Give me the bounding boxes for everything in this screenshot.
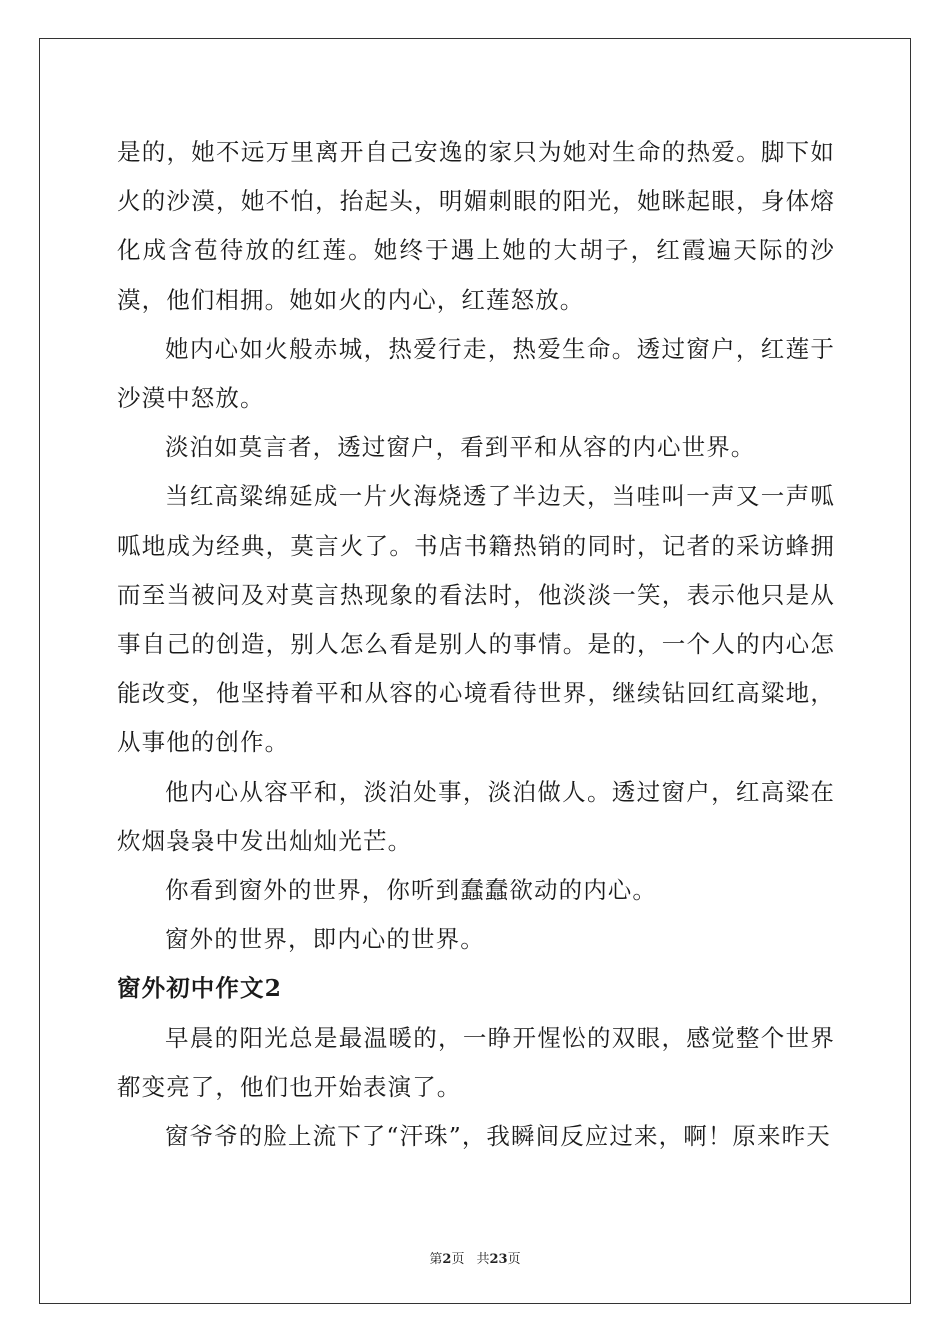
paragraph-1: 是的，她不远万里离开自己安逸的家只为她对生命的热爱。脚下如火的沙漠，她不怕，抬起头，明媚刺眼的阳光，她眯起眼，身体熔化成含苞待放的红莲。她终于遇上她的大胡子，红霞遍天际的沙漠，他们相拥。她如火的内心，红莲怒放。 bbox=[117, 138, 835, 314]
page-suffix: 页 bbox=[451, 1252, 465, 1267]
total-pages-number: 23 bbox=[489, 1252, 508, 1267]
paragraph-7: 窗外的世界，即内心的世界。 bbox=[165, 925, 485, 954]
total-prefix: 共 bbox=[476, 1252, 490, 1267]
document-body bbox=[117, 128, 835, 1161]
paragraph-2: 她内心如火般赤城，热爱行走，热爱生命。透过窗户，红莲于沙漠中怒放。 bbox=[117, 334, 835, 413]
page-prefix: 第 bbox=[429, 1252, 443, 1267]
paragraph-3: 淡泊如莫言者，透过窗户，看到平和从容的内心世界。 bbox=[165, 433, 756, 462]
paragraph-6: 你看到窗外的世界，你听到蠢蠢欲动的内心。 bbox=[165, 876, 657, 905]
section-heading: 窗外初中作文2 bbox=[117, 974, 283, 1003]
page-footer bbox=[0, 1248, 950, 1267]
paragraph-9: 窗爷爷的脸上流下了“汗珠”，我瞬间反应过来，啊！原来昨天 bbox=[165, 1122, 831, 1151]
total-suffix: 页 bbox=[507, 1252, 521, 1267]
paragraph-4: 当红高粱绵延成一片火海烧透了半边天，当哇叫一声又一声呱呱地成为经典，莫言火了。书店书籍热销的同时，记者的采访蜂拥而至当被问及对莫言热现象的看法时，他淡淡一笑，表示他只是从事自己的创造，别人怎么看是别人的事情。是的，一个人的内心怎能改变，他坚持着平和从容的心境看待世界，继续钻回红高粱地，从事他的创作。 bbox=[117, 482, 835, 757]
paragraph-8: 早晨的阳光总是最温暖的，一睁开惺忪的双眼，感觉整个世界都变亮了，他们也开始表演了。 bbox=[117, 1023, 835, 1101]
paragraph-5: 他内心从容平和，淡泊处事，淡泊做人。透过窗户，红高粱在炊烟袅袅中发出灿灿光芒。 bbox=[117, 777, 835, 855]
current-page-number: 2 bbox=[442, 1252, 452, 1267]
